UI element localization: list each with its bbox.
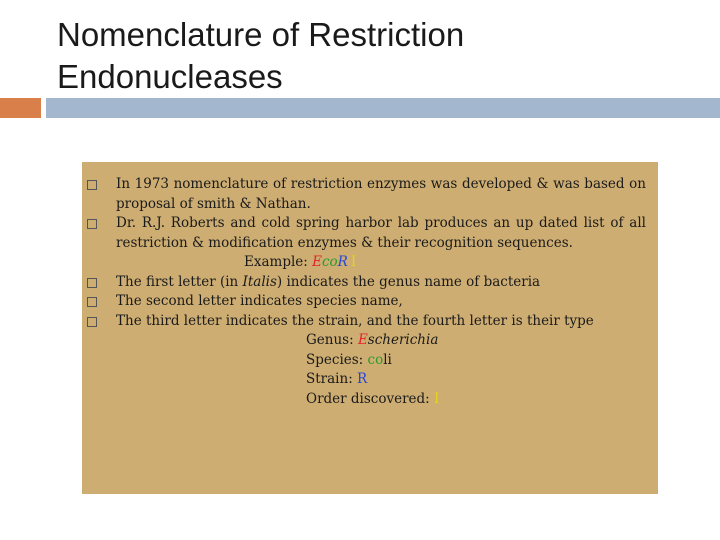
strain-line bbox=[82, 370, 658, 390]
square-bullet-icon bbox=[87, 278, 97, 288]
bullet-text: In 1973 nomenclature of restriction enzymes was developed & was based on proposal of smith & Nathan. bbox=[116, 176, 646, 212]
strain-value: R bbox=[357, 371, 368, 387]
strain-label: Strain: bbox=[306, 371, 358, 387]
bullet-text: The second letter indicates species name, bbox=[116, 293, 403, 309]
species-label: Species: bbox=[306, 351, 368, 368]
genus-line bbox=[82, 331, 658, 351]
example-part-genus: E bbox=[312, 254, 322, 270]
title-line-2: Endonucleases bbox=[57, 58, 283, 95]
square-bullet-icon bbox=[87, 317, 97, 327]
accent-bar-blue bbox=[46, 98, 720, 118]
bullet-text: The third letter indicates the strain, and the fourth letter is their type bbox=[116, 312, 594, 329]
bullet-item bbox=[82, 292, 658, 312]
square-bullet-icon bbox=[87, 297, 97, 307]
square-bullet-icon bbox=[87, 180, 97, 190]
genus-label: Genus: bbox=[306, 332, 358, 348]
bullet-text: Dr. R.J. Roberts and cold spring harbor lab produces an up dated list of all restriction & modification enzymes & their recognition sequences. bbox=[116, 215, 646, 251]
bullet-item bbox=[82, 312, 658, 332]
square-bullet-icon bbox=[87, 219, 97, 229]
species-rest: li bbox=[383, 351, 392, 368]
bullet-item bbox=[82, 175, 658, 214]
example-line bbox=[82, 253, 658, 273]
genus-first-letter: E bbox=[357, 332, 368, 348]
bullet-item bbox=[82, 273, 658, 293]
bullet-text-pre: The first letter (in bbox=[116, 273, 243, 290]
order-line bbox=[82, 390, 658, 410]
example-part-species: co bbox=[321, 254, 338, 270]
title-line-1: Nomenclature of Restriction bbox=[57, 16, 465, 53]
order-value: I bbox=[434, 390, 440, 407]
species-line bbox=[82, 351, 658, 371]
species-first-letters: co bbox=[367, 351, 384, 368]
slide-title bbox=[57, 14, 697, 98]
example-label: Example: bbox=[244, 254, 313, 270]
bullet-item bbox=[82, 214, 658, 253]
content-panel bbox=[82, 162, 658, 494]
content-text bbox=[82, 175, 658, 409]
accent-bar-orange bbox=[0, 98, 41, 118]
genus-rest: scherichia bbox=[367, 332, 439, 348]
example-part-order: I bbox=[350, 254, 357, 270]
order-label: Order discovered: bbox=[306, 390, 435, 407]
bullet-text-post: ) indicates the genus name of bacteria bbox=[276, 273, 541, 290]
bullet-text-italic: Italis bbox=[242, 273, 277, 290]
example-part-strain: R bbox=[337, 254, 348, 270]
